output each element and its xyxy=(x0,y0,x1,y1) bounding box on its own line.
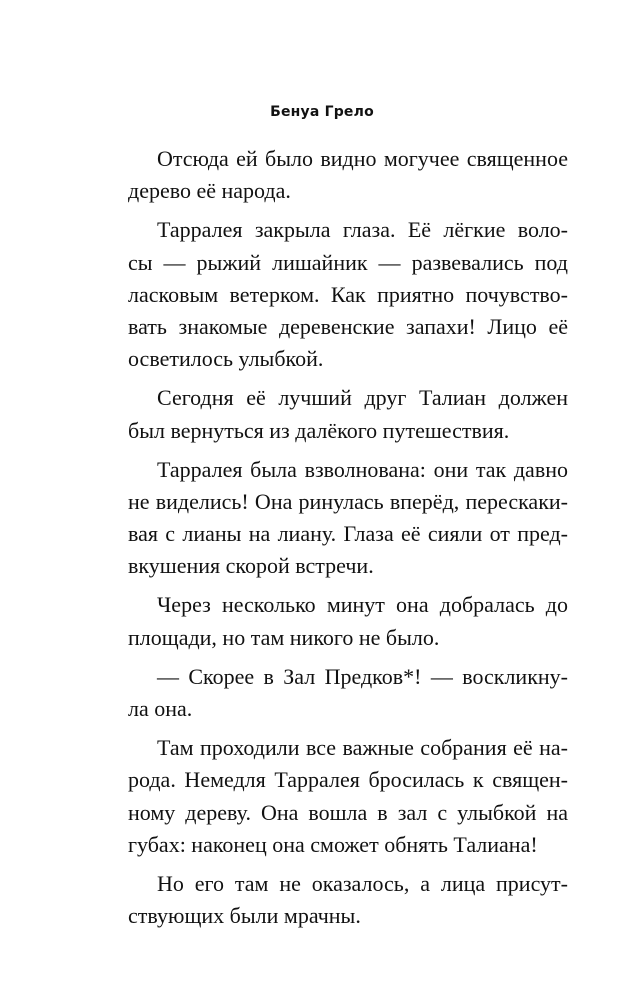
text-line: Тарралея была взволнована: они так давно xyxy=(157,456,568,482)
text-line: ному дереву. Она вошла в зал с улыбкой на xyxy=(128,799,568,825)
text-line: вать знакомые деревенские запахи! Лицо её xyxy=(128,313,568,339)
paragraph xyxy=(128,454,568,583)
paragraph xyxy=(128,143,568,207)
text-line: ла она. xyxy=(128,696,193,721)
paragraph xyxy=(128,868,568,932)
text-line: Тарралея закрыла глаза. Её лёгкие воло- xyxy=(157,217,568,243)
text-line: ствующих были мрачны. xyxy=(128,903,361,929)
text-line: был вернуться из далёкого путешествия. xyxy=(128,417,510,443)
text-line: — Скорее в Зал Предков*! — воскликну- xyxy=(157,663,568,689)
text-line: площади, но там никого не было. xyxy=(128,624,440,650)
paragraph xyxy=(128,661,568,725)
text-line: вкушения скорой встречи. xyxy=(128,553,374,579)
paragraph xyxy=(128,214,568,375)
text-line: дерево её народа. xyxy=(128,178,291,204)
body-text xyxy=(128,143,568,932)
paragraph xyxy=(128,382,568,446)
text-line: губах: наконец она сможет обнять Талиана! xyxy=(128,831,538,857)
text-line: Там проходили все важные собрания её на- xyxy=(157,735,568,761)
text-line: вая с лианы на лиану. Глаза её сияли от пред- xyxy=(128,521,568,547)
paragraph xyxy=(128,732,568,861)
text-line: сы — рыжий лишайник — развевались под xyxy=(128,249,568,275)
running-head-author: Бенуа Грело xyxy=(270,104,374,120)
paragraph xyxy=(128,589,568,653)
text-line: не виделись! Она ринулась вперёд, перескаки- xyxy=(128,488,568,514)
text-line: Отсюда ей было видно могучее священное xyxy=(157,146,568,171)
text-line: ласковым ветерком. Как приятно почувство- xyxy=(128,281,568,307)
text-line: Но его там не оказалось, а лица присут- xyxy=(157,870,568,896)
text-line: рода. Немедля Тарралея бросилась к священ- xyxy=(128,767,568,793)
text-line: осветилось улыбкой. xyxy=(128,346,324,372)
text-line: Сегодня её лучший друг Талиан должен xyxy=(157,385,568,411)
text-line: Через несколько минут она добралась до xyxy=(157,592,568,618)
